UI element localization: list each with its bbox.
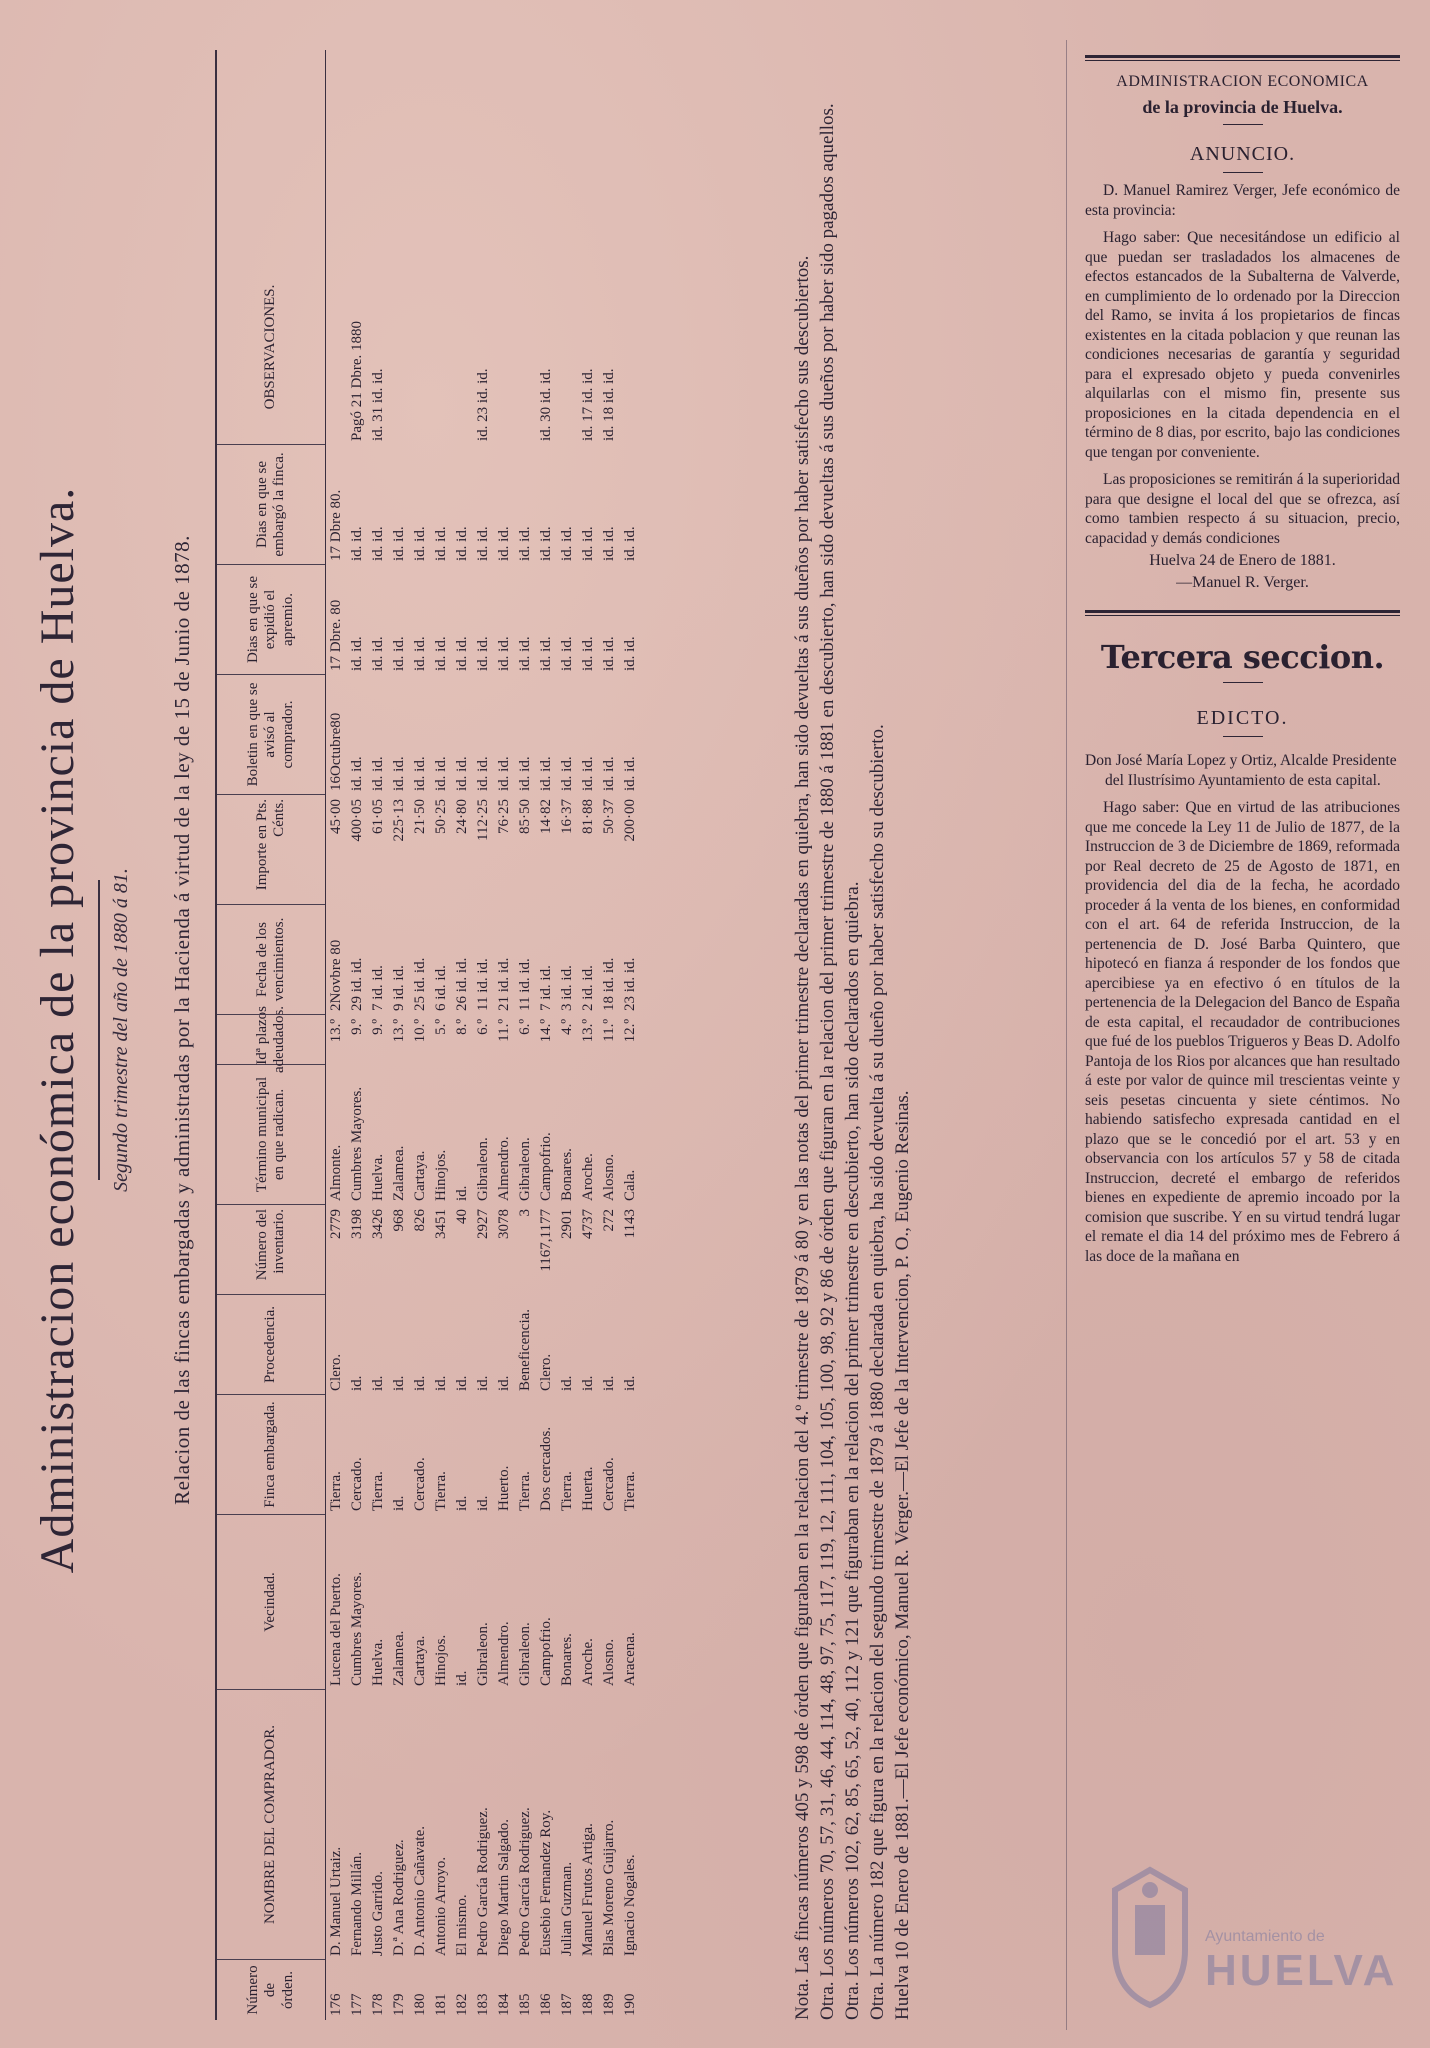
anuncio-conditions: Las proposiciones se remitirán á la superioridad para que designe el local del que se ofrezca, así como tambien respecto á su situacion, precio, capacidad y demás condiciones	[1085, 471, 1400, 547]
cell-finca: Huerta.	[580, 1466, 596, 1511]
cell-inventario: 3078	[496, 1209, 512, 1239]
cell-dias2: id. id.	[580, 526, 596, 561]
cell-plazos: 6.º	[475, 1019, 491, 1035]
cell-dias2: id. id.	[370, 526, 386, 561]
cell-boletin: id. id.	[517, 756, 533, 791]
cell-procedencia: id.	[580, 1375, 596, 1391]
anuncio-title: ANUNCIO.	[1189, 143, 1296, 165]
cell-num: 176	[328, 1993, 344, 2016]
cell-plazos: 6.º	[517, 1019, 533, 1035]
cell-procedencia: id.	[496, 1375, 512, 1391]
edicto-intro: Don José María Lopez y Ortiz, Alcalde Presidente del Ilustrísimo Ayuntamiento de esta capital.	[1085, 752, 1397, 789]
cell-termino: Zalamea.	[391, 1145, 407, 1201]
cell-procedencia: Beneficencia.	[517, 1308, 533, 1391]
cell-num: 180	[412, 1993, 428, 2016]
cell-procedencia: id.	[349, 1375, 365, 1391]
cell-plazos: 13.º	[391, 1019, 407, 1043]
cell-boletin: id. id.	[433, 756, 449, 791]
cell-nombre: D.ª Ana Rodriguez.	[391, 1839, 407, 1956]
cell-dias1: id. id.	[496, 636, 512, 671]
cell-importe: 50·25	[433, 799, 449, 834]
cell-finca: id.	[475, 1495, 491, 1511]
column-divider	[1066, 40, 1067, 2030]
small-rule	[1223, 124, 1263, 125]
col-fecha: Fecha de los vencimientos.	[217, 905, 325, 1015]
cell-procedencia: id.	[559, 1375, 575, 1391]
cell-inventario: 2779	[328, 1209, 344, 1239]
cell-boletin: id. id.	[370, 756, 386, 791]
cell-boletin: id. id.	[349, 756, 365, 791]
cell-dias1: id. id.	[517, 636, 533, 671]
cell-importe: 112·25	[475, 799, 491, 841]
cell-importe: 14·82	[538, 799, 554, 834]
cell-vecindad: Gibraleon.	[517, 1622, 533, 1686]
cell-inventario: 3	[517, 1209, 533, 1217]
cell-termino: Cartaya.	[412, 1150, 428, 1201]
cell-num: 183	[475, 1993, 491, 2016]
cell-dias1: id. id.	[454, 636, 470, 671]
cell-termino: Campofrio.	[538, 1132, 554, 1201]
coat-of-arms-icon	[1105, 1860, 1195, 2010]
cell-dias1: id. id.	[433, 636, 449, 671]
cell-dias1: id. id.	[601, 636, 617, 671]
cell-inventario: 3198	[349, 1209, 365, 1239]
anuncio-date: Huelva 24 de Enero de 1881.	[1149, 552, 1336, 569]
cell-nombre: El mismo.	[454, 1894, 470, 1956]
cell-num: 178	[370, 1993, 386, 2016]
cell-nombre: Blas Moreno Guijarro.	[601, 1819, 617, 1956]
cell-procedencia: id.	[622, 1375, 638, 1391]
cell-fecha: 7 id. id.	[538, 965, 554, 1011]
cell-inventario: 2901	[559, 1209, 575, 1239]
cell-finca: Dos cercados.	[538, 1426, 554, 1511]
table-row	[599, 50, 620, 2020]
cell-nombre: Manuel Frutos Artiga.	[580, 1823, 596, 1956]
cell-fecha: 29 id. id.	[349, 957, 365, 1011]
cell-nombre: Diego Martin Salgado.	[496, 1818, 512, 1956]
col-dias-embargo: Dias en que se embargó la finca.	[217, 445, 325, 565]
cell-plazos: 13.º	[328, 1019, 344, 1043]
cell-vecindad: Cartaya.	[412, 1635, 428, 1686]
table-row	[494, 50, 515, 2020]
cell-inventario: 272	[601, 1209, 617, 1232]
cell-importe: 16·37	[559, 799, 575, 834]
cell-finca: Cercado.	[601, 1457, 617, 1511]
cell-termino: Huelva.	[370, 1153, 386, 1201]
rotated-section	[10, 30, 1050, 2030]
cell-importe: 225·13	[391, 799, 407, 842]
cell-nombre: Fernando Millán.	[349, 1851, 365, 1956]
cell-boletin: id. id.	[496, 756, 512, 791]
tercera-seccion-title: Tercera seccion.	[1100, 638, 1385, 676]
cell-termino: Almonte.	[328, 1144, 344, 1201]
cell-vecindad: Huelva.	[370, 1638, 386, 1686]
main-title: Administracion económica de la provincia de Huelva.	[31, 486, 84, 1574]
table-row	[410, 50, 431, 2020]
cell-obs: id. 23 id. id.	[475, 368, 491, 441]
cell-dias1: id. id.	[622, 636, 638, 671]
table-row	[620, 50, 641, 2020]
cell-vecindad: Campofrio.	[538, 1617, 554, 1686]
cell-dias2: id. id.	[496, 526, 512, 561]
cell-vecindad: Zalamea.	[391, 1630, 407, 1686]
cell-fecha: 25 id. id.	[412, 957, 428, 1011]
cell-finca: Tierra.	[433, 1471, 449, 1511]
col-procedencia: Procedencia.	[217, 1295, 325, 1395]
cell-procedencia: id.	[601, 1375, 617, 1391]
cell-vecindad: Alosno.	[601, 1638, 617, 1686]
table-row	[536, 50, 557, 2020]
cell-inventario: 2927	[475, 1209, 491, 1239]
cell-vecindad: Aroche.	[580, 1638, 596, 1686]
edicto-title: EDICTO.	[1196, 707, 1289, 729]
cell-dias2: id. id.	[538, 526, 554, 561]
cell-plazos: 11.º	[601, 1019, 617, 1042]
huelva-watermark	[1105, 1860, 1405, 2030]
cell-procedencia: id.	[454, 1375, 470, 1391]
cell-plazos: 9.º	[349, 1019, 365, 1035]
subtitle: Segundo trimestre del año de 1880 á 81.	[110, 868, 132, 1192]
cell-dias2: id. id.	[559, 526, 575, 561]
col-importe: Importe en Pts. Cénts.	[217, 795, 325, 905]
cell-inventario: 1167,1177	[538, 1209, 554, 1272]
table-row	[389, 50, 410, 2020]
cell-nombre: Antonio Arroyo.	[433, 1856, 449, 1956]
cell-vecindad: Cumbres Mayores.	[349, 1571, 365, 1686]
col-num: Número de órden.	[245, 1965, 296, 2015]
cell-fecha: 21 id. id.	[496, 957, 512, 1011]
cell-dias1: id. id.	[349, 636, 365, 671]
cell-fecha: 3 id. id.	[559, 965, 575, 1011]
col-plazos: Idª plazos adeudados.	[217, 1015, 325, 1065]
cell-fecha: 11 id. id.	[475, 958, 491, 1011]
top-double-rule	[1085, 55, 1400, 61]
right-column	[1085, 55, 1400, 1266]
cell-finca: Tierra.	[559, 1471, 575, 1511]
cell-dias2: id. id.	[622, 526, 638, 561]
watermark-big: HUELVA	[1205, 1946, 1398, 1995]
relacion-heading: Relacion de las fincas embargadas y administradas por la Hacienda á virtud de la ley de 15 de Junio de 1878.	[170, 535, 194, 1505]
cell-inventario: 4737	[580, 1209, 596, 1239]
notes-block	[790, 50, 915, 2020]
cell-num: 189	[601, 1993, 617, 2016]
cell-dias1: id. id.	[538, 636, 554, 671]
cell-importe: 76·25	[496, 799, 512, 834]
table-row	[515, 50, 536, 2020]
cell-num: 181	[433, 1993, 449, 2016]
cell-boletin: id. id.	[475, 756, 491, 791]
cell-obs: id. 31 id. id.	[370, 368, 386, 441]
col-termino: Término municipal en que radican.	[217, 1065, 325, 1205]
cell-boletin: id. id.	[412, 756, 428, 791]
cell-importe: 61·05	[370, 799, 386, 834]
cell-importe: 400·05	[349, 799, 365, 842]
cell-dias2: id. id.	[433, 526, 449, 561]
col-vecindad: Vecindad.	[217, 1515, 325, 1690]
cell-importe: 21·50	[412, 799, 428, 834]
cell-nombre: Justo Garrido.	[370, 1871, 386, 1956]
cell-dias1: id. id.	[370, 636, 386, 671]
cell-nombre: Pedro García Rodriguez.	[517, 1807, 533, 1956]
anuncio-intro: D. Manuel Ramirez Verger, Jefe económico de esta provincia:	[1085, 182, 1400, 219]
cell-fecha: 6 id. id.	[433, 965, 449, 1011]
cell-dias2: id. id.	[349, 526, 365, 561]
note-3: Otra. Los números 102, 62, 85, 65, 52, 40, 112 y 121 que figuraban en la relacion del primer trimestre en descubierto, han sido declarados en quiebra.	[842, 881, 863, 2020]
table-row	[368, 50, 389, 2020]
cell-plazos: 9.º	[370, 1019, 386, 1035]
cell-vecindad: id.	[454, 1670, 470, 1686]
cell-obs: id. 17 id. id.	[580, 368, 596, 441]
title-rule	[98, 880, 100, 1180]
cell-procedencia: id.	[391, 1375, 407, 1391]
cell-boletin: id. id.	[454, 756, 470, 791]
col-nombre: NOMBRE DEL COMPRADOR.	[217, 1690, 325, 1960]
table-row	[431, 50, 452, 2020]
cell-boletin: id. id.	[559, 756, 575, 791]
cell-procedencia: Clero.	[328, 1353, 344, 1391]
cell-vecindad: Hinojos.	[433, 1634, 449, 1686]
cell-inventario: 826	[412, 1209, 428, 1232]
cell-nombre: Ignacio Nogales.	[622, 1854, 638, 1956]
table-row	[473, 50, 494, 2020]
cell-importe: 24·80	[454, 799, 470, 834]
cell-num: 179	[391, 1993, 407, 2016]
cell-finca: Tierra.	[622, 1471, 638, 1511]
cell-plazos: 10.º	[412, 1019, 428, 1043]
note-1: Nota. Las fincas números 405 y 598 de órden que figuraban en la relacion del 4.º trimestre de 1879 á 80 y en las notas del primer trimestre declaradas en quiebra, han sido devueltas á sus dueños por haber satisfecho sus descubiertos.	[792, 255, 813, 2020]
cell-boletin: id. id.	[601, 756, 617, 791]
cell-nombre: Julian Guzman.	[559, 1861, 575, 1956]
cell-dias1: id. id.	[580, 636, 596, 671]
cell-inventario: 40	[454, 1209, 470, 1224]
cell-procedencia: id.	[370, 1375, 386, 1391]
cell-importe: 50·37	[601, 799, 617, 834]
cell-boletin: id. id.	[538, 756, 554, 791]
cell-importe: 45·00	[328, 799, 344, 834]
cell-termino: Alosno.	[601, 1153, 617, 1201]
cell-dias1: 17 Dbre. 80	[328, 599, 344, 671]
cell-fecha: 18 id. id.	[601, 957, 617, 1011]
cell-termino: Gibraleon.	[517, 1137, 533, 1201]
cell-fecha: 2Novbre 80	[328, 939, 344, 1011]
table-row	[557, 50, 578, 2020]
cell-termino: Almendro.	[496, 1136, 512, 1201]
anuncio-signature: —Manuel R. Verger.	[1176, 574, 1309, 591]
cell-termino: Cumbres Mayores.	[349, 1086, 365, 1201]
cell-num: 190	[622, 1993, 638, 2016]
cell-boletin: id. id.	[580, 756, 596, 791]
cell-fecha: 26 id. id.	[454, 957, 470, 1011]
cell-nombre: D. Antonio Cañavate.	[412, 1826, 428, 1956]
cell-num: 184	[496, 1993, 512, 2016]
cell-dias1: id. id.	[559, 636, 575, 671]
cell-termino: Gibraleon.	[475, 1137, 491, 1201]
cell-plazos: 12.º	[622, 1019, 638, 1043]
cell-vecindad: Almendro.	[496, 1621, 512, 1686]
col-dias-apremio: Dias en que se expidió el apremio.	[217, 565, 325, 675]
cell-termino: Bonares.	[559, 1148, 575, 1201]
cell-nombre: Pedro García Rodriguez.	[475, 1807, 491, 1956]
adm-heading: ADMINISTRACION ECONOMICA	[1116, 73, 1369, 90]
cell-termino: Cala.	[622, 1169, 638, 1201]
cell-importe: 85·50	[517, 799, 533, 834]
table-row	[452, 50, 473, 2020]
note-2: Otra. Los números 70, 57, 31, 46, 44, 114, 48, 97, 75, 117, 119, 12, 111, 104, 105, 100, 98, 92 y 86 de órden que figuran en la relacion del primer trimestre de 1880 á 1881 en descubierto, han sido devueltas á sus dueños por haber sido pagados aquellos.	[817, 103, 838, 2020]
cell-finca: Tierra.	[328, 1471, 344, 1511]
cell-dias2: id. id.	[391, 526, 407, 561]
cell-finca: id.	[454, 1495, 470, 1511]
cell-inventario: 968	[391, 1209, 407, 1232]
edicto-body: Hago saber: Que en virtud de las atribuciones que me concede la Ley 11 de Julio de 1877, de la Instruccion de 3 de Diciembre de 1869, reformada por Real decreto de 25 de Agosto de 1871, en providencia del dia de la fecha, he acordado proceder á la venta de los bienes, en conformidad con el art. 64 de referida Instruccion, de la pertenencia de D. José Barba Quintero, que hipotecó en fianza á responder de los fondos que apercibiese ya en efectivo ó en títulos de la pertenencia de la Delegacion del Banco de España de esta capital, el recaudador de contribuciones que fué de los pueblos Trigueros y Beas D. Adolfo Pantoja de los Rios por alcances que han resultado á este por valor de quince mil trescientas veinte y seis pesetas cincuenta y siete céntimos. No habiendo satisfecho expresada cantidad en el plazo que se le concedió por el art. 53 y en observancia con los artículos 57 y 58 de citada Instruccion, decreté el embargo de referidos bienes en expediente de apremio incoado por la comision que suscribe. Y en su virtud tendrá lugar el remate el dia 14 del próximo mes de Febrero á las doce de la mañana en	[1085, 799, 1400, 1265]
cell-obs: id. 18 id. id.	[601, 368, 617, 441]
cell-num: 185	[517, 1993, 533, 2016]
cell-num: 182	[454, 1993, 470, 2016]
table-row	[347, 50, 368, 2020]
cell-vecindad: Gibraleon.	[475, 1622, 491, 1686]
small-rule	[1223, 172, 1263, 173]
cell-dias1: id. id.	[412, 636, 428, 671]
cell-vecindad: Aracena.	[622, 1632, 638, 1686]
cell-procedencia: id.	[433, 1375, 449, 1391]
cell-fecha: 7 id. id.	[370, 965, 386, 1011]
cell-boletin: 16Octubre80	[328, 712, 344, 791]
cell-finca: Huerto.	[496, 1465, 512, 1511]
cell-finca: Tierra.	[370, 1471, 386, 1511]
cell-finca: Cercado.	[412, 1457, 428, 1511]
adm-subheading: de la provincia de Huelva.	[1142, 97, 1343, 117]
col-boletin: Boletin en que se avisó al comprador.	[217, 675, 325, 795]
cell-importe: 200·00	[622, 799, 638, 842]
cell-fecha: 2 id. id.	[580, 965, 596, 1011]
cell-plazos: 4.º	[559, 1019, 575, 1035]
section-double-rule	[1085, 610, 1400, 616]
cell-num: 188	[580, 1993, 596, 2016]
cell-nombre: D. Manuel Urtaiz.	[328, 1846, 344, 1956]
watermark-small: Ayuntamiento de	[1205, 1928, 1325, 1945]
col-observaciones: OBSERVACIONES.	[217, 250, 325, 445]
cell-dias2: id. id.	[412, 526, 428, 561]
cell-procedencia: Clero.	[538, 1353, 554, 1391]
cell-fecha: 23 id. id.	[622, 957, 638, 1011]
cell-plazos: 8.º	[454, 1019, 470, 1035]
cell-num: 187	[559, 1993, 575, 2016]
cell-termino: id.	[454, 1185, 470, 1201]
cell-plazos: 5.º	[433, 1019, 449, 1035]
table-body	[326, 50, 641, 2020]
fincas-table	[215, 50, 641, 2020]
cell-termino: Hinojos.	[433, 1149, 449, 1201]
col-finca: Finca embargada.	[217, 1395, 325, 1515]
cell-plazos: 13.º	[580, 1019, 596, 1043]
cell-dias2: id. id.	[475, 526, 491, 561]
cell-finca: Tierra.	[517, 1471, 533, 1511]
anuncio-body: Hago saber: Que necesitándose un edificio al que puedan ser trasladados los almacenes de efectos estancados de la Subalterna de Valverde, en cumplimiento de lo ordenado por la Direccion del Ramo, se invita á los propietarios de fincas existentes en la citada poblacion y que reunan las condiciones necesarias de garantía y seguridad para el expresado objeto y pueda convenirles alquilarlas con el mismo fin, presente sus proposiciones en la citada dependencia en el término de 8 dias, por escrito, bajo las condiciones que tengan por conveniente.	[1085, 229, 1400, 461]
note-signature: Huelva 10 de Enero de 1881.—El Jefe económico, Manuel R. Verger.—El Jefe de la Intervencion, P. O., Eugenio Resinas.	[892, 1090, 913, 2020]
cell-procedencia: id.	[412, 1375, 428, 1391]
cell-vecindad: Bonares.	[559, 1633, 575, 1686]
cell-finca: Cercado.	[349, 1457, 365, 1511]
cell-boletin: id. id.	[391, 756, 407, 791]
cell-dias2: 17 Dbre 80.	[328, 489, 344, 561]
table-row	[578, 50, 599, 2020]
small-rule	[1223, 682, 1263, 683]
cell-dias1: id. id.	[391, 636, 407, 671]
cell-dias1: id. id.	[475, 636, 491, 671]
watermark-text	[1205, 1928, 1397, 1996]
cell-vecindad: Lucena del Puerto.	[328, 1573, 344, 1686]
small-rule	[1223, 736, 1263, 737]
col-inventario: Número del inventario.	[217, 1205, 325, 1295]
cell-inventario: 3451	[433, 1209, 449, 1239]
cell-obs: Pagó 21 Dbre. 1880	[349, 321, 365, 441]
table-row	[326, 50, 347, 2020]
cell-plazos: 14.º	[538, 1019, 554, 1043]
cell-dias2: id. id.	[454, 526, 470, 561]
cell-num: 177	[349, 1993, 365, 2016]
cell-fecha: 11 id. id.	[517, 958, 533, 1011]
cell-dias2: id. id.	[517, 526, 533, 561]
table-header	[217, 50, 326, 2020]
cell-inventario: 3426	[370, 1209, 386, 1239]
cell-num: 186	[538, 1993, 554, 2016]
cell-termino: Aroche.	[580, 1153, 596, 1201]
cell-inventario: 1143	[622, 1209, 638, 1239]
cell-finca: id.	[391, 1495, 407, 1511]
cell-plazos: 11.º	[496, 1019, 512, 1042]
cell-dias2: id. id.	[601, 526, 617, 561]
cell-boletin: id. id.	[622, 756, 638, 791]
note-4: Otra. La número 182 que figura en la relacion del segundo trimestre de 1879 á 1880 declarada en quiebra, ha sido devuelta á su dueño por haber satisfecho su descubierto.	[867, 724, 888, 2020]
cell-nombre: Eusebio Fernandez Roy.	[538, 1809, 554, 1956]
cell-importe: 81·88	[580, 799, 596, 834]
cell-fecha: 9 id. id.	[391, 965, 407, 1011]
cell-obs: id. 30 id. id.	[538, 368, 554, 441]
cell-procedencia: id.	[475, 1375, 491, 1391]
